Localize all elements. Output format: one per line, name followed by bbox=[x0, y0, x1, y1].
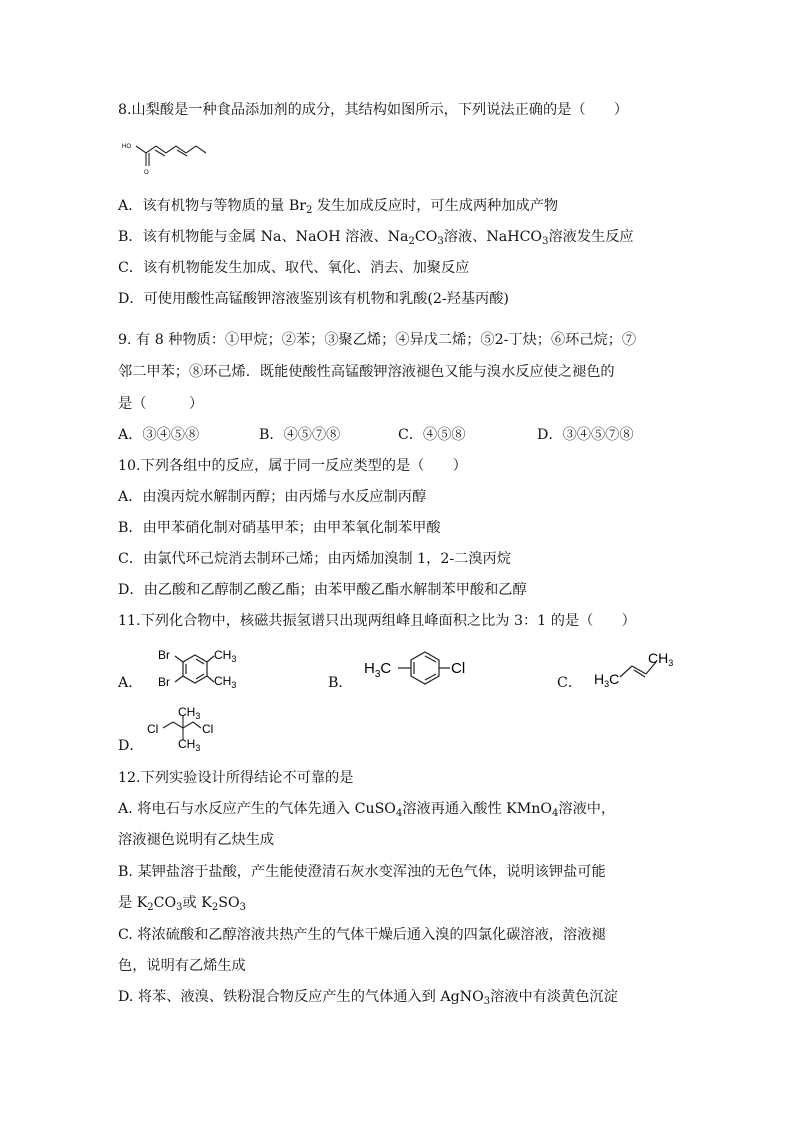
q12-option-a-line1: A. 将电石与水反应产生的气体先通入 CuSO$_4$溶液再通入酸性 KMnO$_4$溶液中， bbox=[118, 801, 616, 819]
q9-option-c: C．④⑤⑧ bbox=[398, 427, 466, 443]
q8-stem: 8.山梨酸是一种食品添加剂的成分，其结构如图所示，下列说法正确的是（ ） bbox=[118, 102, 629, 118]
q12-stem: 12.下列实验设计所得结论不可靠的是 bbox=[118, 770, 354, 786]
q8-option-c: C．该有机物能发生加成、取代、氧化、消去、加聚反应 bbox=[118, 260, 470, 276]
q12-option-a-line2: 溶液褪色说明有乙炔生成 bbox=[118, 832, 275, 848]
methyl-label: $H_3C$ bbox=[364, 660, 392, 680]
q12-option-c-line2: 色，说明有乙烯生成 bbox=[118, 958, 246, 974]
methyl-label: $CH_3$ bbox=[178, 737, 201, 751]
methyl-label: $CH_3$ bbox=[214, 648, 237, 664]
chloro-label: Cl bbox=[451, 660, 466, 677]
q8-option-b: B．该有机物能与金属 Na、NaOH 溶液、$Na_2CO_3$溶液、NaHCO$_3$溶液发生反应 bbox=[118, 229, 634, 247]
q9-stem-line3: 是（ ） bbox=[118, 396, 204, 412]
chloro-label: Cl bbox=[202, 722, 214, 736]
q10-option-c: C．由氯代环己烷消去制环己烯；由丙烯加溴制 1，2-二溴丙烷 bbox=[118, 551, 511, 567]
carbonyl-oxygen-label: O bbox=[144, 170, 149, 176]
q8-option-d: D．可使用酸性高锰酸钾溶液鉴别该有机物和乳酸(2-羟基丙酸) bbox=[118, 291, 509, 307]
q10-option-b: B．由甲苯硝化制对硝基甲苯；由甲苯氧化制苯甲酸 bbox=[118, 520, 441, 536]
q10-stem: 10.下列各组中的反应，属于同一反应类型的是（ ） bbox=[118, 458, 467, 474]
q9-option-d: D．③④⑤⑦⑧ bbox=[537, 427, 634, 443]
q12-option-b-line2: 是 $K_2CO_3$或 $K_2SO_3$ bbox=[118, 895, 246, 913]
methyl-label: $H_3C$ bbox=[594, 671, 620, 689]
sorbic-acid-structure bbox=[118, 136, 218, 180]
2-butene-structure bbox=[592, 648, 682, 690]
q11-option-b-label: B． bbox=[328, 675, 353, 691]
q11-option-d-label: D． bbox=[118, 738, 144, 754]
q10-option-a: A．由溴丙烷水解制丙醇；由丙烯与水反应制丙醇 bbox=[118, 489, 427, 505]
dichloro-dimethylpropane-structure bbox=[145, 703, 235, 751]
chlorotoluene-structure bbox=[362, 648, 472, 690]
methyl-label: $CH_3$ bbox=[214, 674, 237, 690]
bromo-label: Br bbox=[158, 648, 170, 662]
q11-stem: 11.下列化合物中，核磁共振氢谱只出现两组峰且峰面积之比为 3：1 的是（ ） bbox=[118, 613, 636, 629]
q10-option-d: D．由乙酸和乙醇制乙酸乙酯；由苯甲酸乙酯水解制苯甲酸和乙醇 bbox=[118, 582, 527, 598]
q12-option-d-line1: D. 将苯、液溴、铁粉混合物反应产生的气体通入到 AgNO$_3$溶液中有淡黄色沉淀 bbox=[118, 989, 618, 1007]
q12-option-c-line1: C. 将浓硫酸和乙醇溶液共热产生的气体干燥后通入溴的四氯化碳溶液，溶液褪 bbox=[118, 927, 606, 943]
methyl-label: $CH_3$ bbox=[178, 705, 201, 721]
q9-stem-line1: 9. 有 8 种物质：①甲烷；②苯；③聚乙烯；④异戊二烯；⑤2-丁炔；⑥环己烷；⑦ bbox=[118, 332, 637, 348]
q9-stem-line2: 邻二甲苯；⑧环己烯．既能使酸性高锰酸钾溶液褪色又能与溴水反应使之褪色的 bbox=[118, 364, 615, 380]
dibromo-dimethylbenzene-structure bbox=[150, 643, 250, 693]
chloro-label: Cl bbox=[147, 722, 159, 736]
q12-option-b-line1: B. 某钾盐溶于盐酸，产生能使澄清石灰水变浑浊的无色气体，说明该钾盐可能 bbox=[118, 864, 606, 880]
q9-option-b: B．④⑤⑦⑧ bbox=[259, 427, 341, 443]
q11-option-c-label: C． bbox=[557, 675, 583, 691]
q11-option-a-label: A． bbox=[118, 675, 143, 691]
hydroxyl-label: HO bbox=[122, 144, 131, 150]
q9-option-a: A．③④⑤⑧ bbox=[118, 427, 200, 443]
q8-option-a: A．该有机物与等物质的量 $Br_2$ 发生加成反应时，可生成两种加成产物 bbox=[118, 198, 559, 216]
methyl-label: $CH_3$ bbox=[648, 650, 674, 668]
bromo-label: Br bbox=[158, 675, 170, 689]
